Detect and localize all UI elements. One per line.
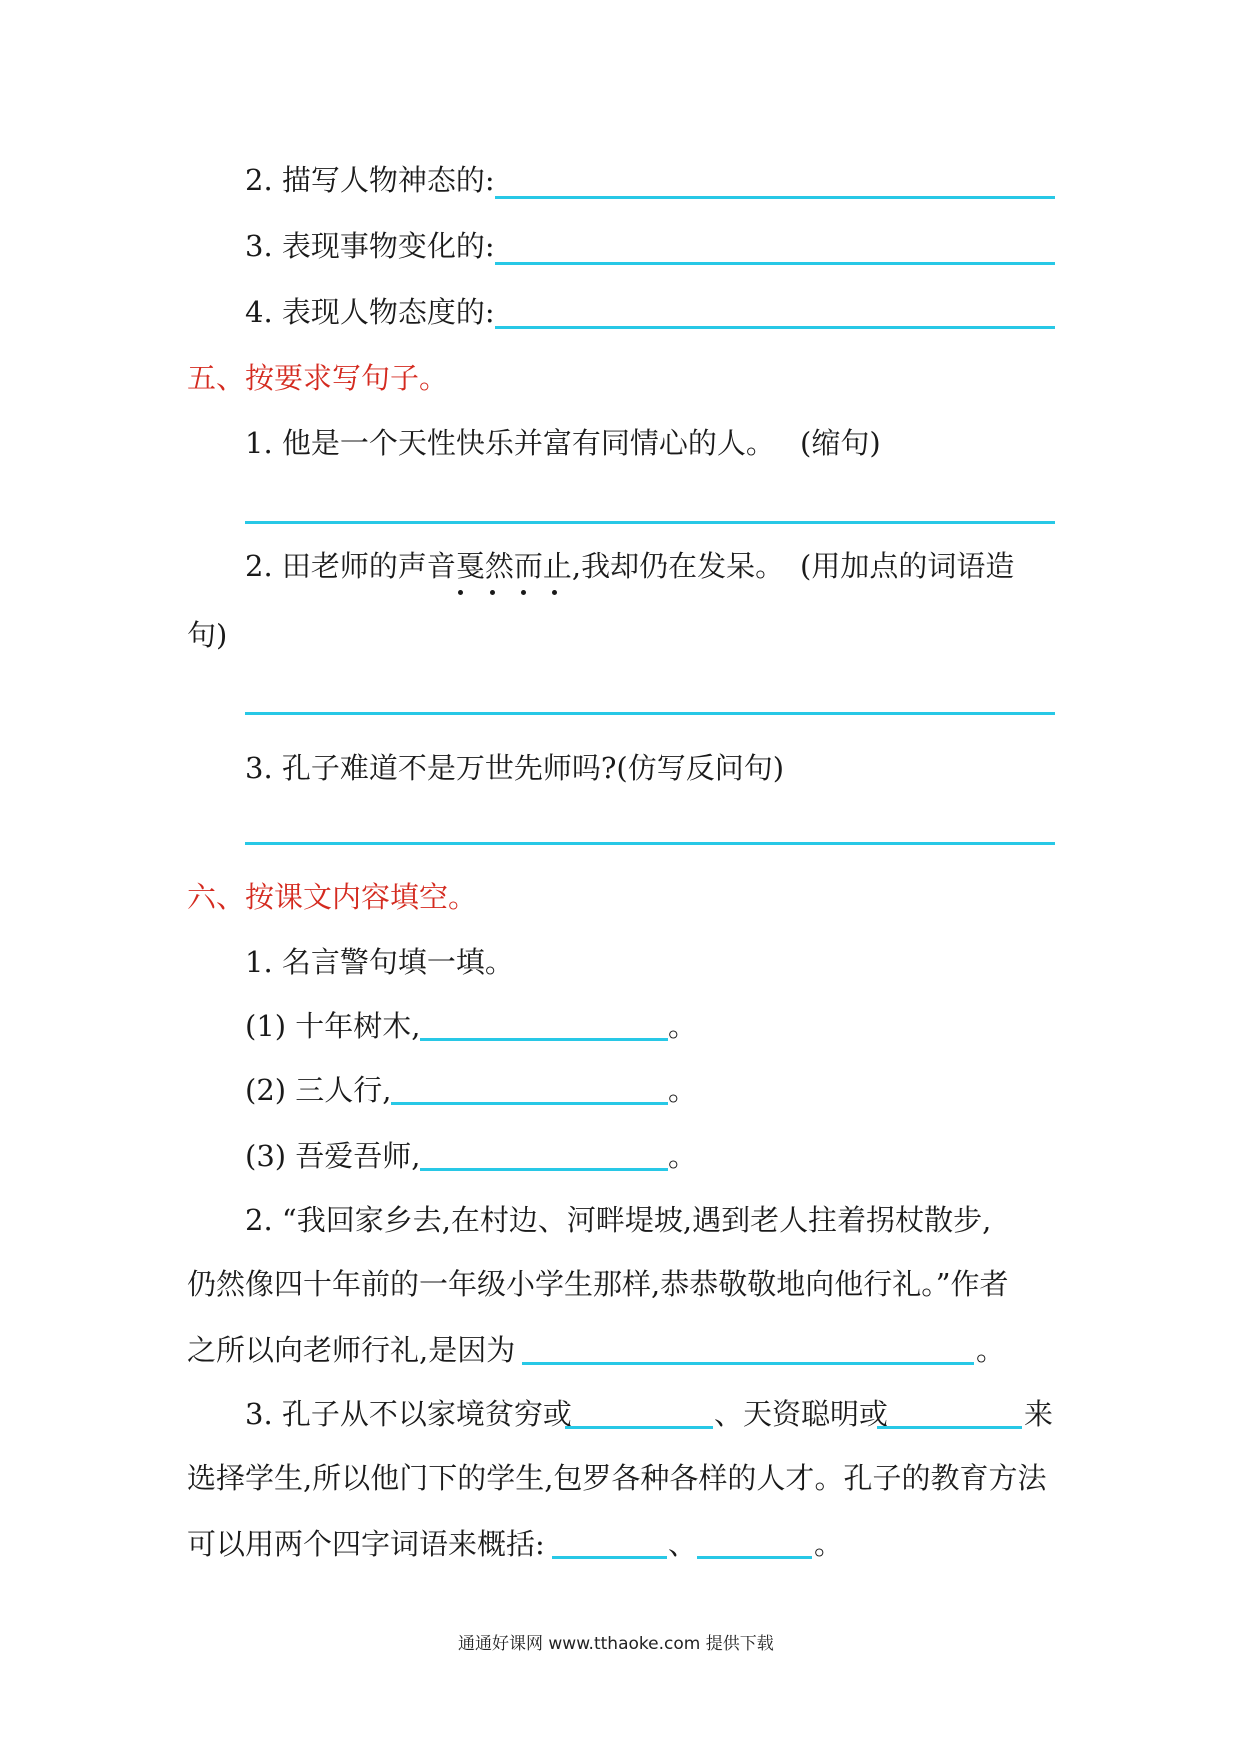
answer-blank-4-4[interactable]: [495, 326, 1055, 329]
section5-q3-text: 3. 孔子难道不是万世先师吗?(仿写反问句): [245, 751, 785, 785]
section5-q2-continuation: 句): [187, 618, 228, 652]
answer-blank-6-3-c[interactable]: [552, 1556, 667, 1559]
answer-blank-6-2[interactable]: [522, 1362, 974, 1365]
answer-blank-quote-1[interactable]: [420, 1038, 668, 1041]
answer-blank-quote-2[interactable]: [391, 1102, 668, 1105]
quote-2-prefix: (2) 三人行,: [245, 1073, 392, 1107]
section5-q2-text: 2. 田老师的声音戛然而止,我却仍在发呆。: [245, 549, 785, 583]
quote-2-suffix: 。: [668, 1073, 698, 1107]
section6-q2-line2: 仍然像四十年前的一年级小学生那样,恭恭敬敬地向他行礼。”作者: [187, 1267, 1009, 1301]
section5-heading: 五、按要求写句子。: [187, 361, 449, 395]
section4-item-2-label: 2. 描写人物神态的:: [245, 163, 495, 197]
section6-q2-line3-suffix: 。: [976, 1333, 1006, 1367]
section6-q2-line3-prefix: 之所以向老师行礼,是因为: [187, 1333, 516, 1367]
section6-q3-line2: 选择学生,所以他门下的学生,包罗各种各样的人才。孔子的教育方法: [187, 1461, 1047, 1495]
quote-3-prefix: (3) 吾爱吾师,: [245, 1139, 421, 1173]
section6-q3-line3-c: 。: [814, 1527, 844, 1561]
section6-q3-line1-b: 、天资聪明或: [714, 1397, 889, 1431]
answer-blank-6-3-a[interactable]: [565, 1426, 713, 1429]
section6-q3-line3-a: 可以用两个四字词语来概括:: [187, 1527, 545, 1561]
footer-credit: 通通好课网 www.tthaoke.com 提供下载: [458, 1634, 774, 1654]
section4-item-4-label: 4. 表现人物态度的:: [245, 295, 495, 329]
quote-3-suffix: 。: [668, 1139, 698, 1173]
section6-q1-title: 1. 名言警句填一填。: [245, 945, 514, 979]
section5-q2-instruction: (用加点的词语造: [800, 549, 1015, 583]
answer-line-5-3[interactable]: [245, 842, 1055, 845]
answer-line-5-1[interactable]: [245, 521, 1055, 524]
section6-q2-line1: 2. “我回家乡去,在村边、河畔堤坡,遇到老人拄着拐杖散步,: [245, 1203, 992, 1237]
section6-heading: 六、按课文内容填空。: [187, 880, 478, 914]
emphasis-dot: [521, 590, 526, 595]
emphasis-dot: [458, 590, 463, 595]
section5-q1-instruction: (缩句): [800, 426, 881, 460]
answer-blank-quote-3[interactable]: [420, 1168, 668, 1171]
answer-blank-4-2[interactable]: [495, 196, 1055, 199]
section6-q3-line1-c: 来: [1024, 1397, 1054, 1431]
emphasis-dot: [552, 590, 557, 595]
answer-blank-4-3[interactable]: [495, 262, 1055, 265]
quote-1-suffix: 。: [668, 1009, 698, 1043]
section4-item-3-label: 3. 表现事物变化的:: [245, 229, 495, 263]
quote-1-prefix: (1) 十年树木,: [245, 1009, 421, 1043]
answer-line-5-2[interactable]: [245, 712, 1055, 715]
answer-blank-6-3-b[interactable]: [877, 1426, 1022, 1429]
section5-q1-text: 1. 他是一个天性快乐并富有同情心的人。: [245, 426, 775, 460]
emphasis-dot: [490, 590, 495, 595]
section6-q3-line1-a: 3. 孔子从不以家境贫穷或: [245, 1397, 572, 1431]
answer-blank-6-3-d[interactable]: [697, 1556, 812, 1559]
section6-q3-line3-b: 、: [668, 1527, 698, 1561]
